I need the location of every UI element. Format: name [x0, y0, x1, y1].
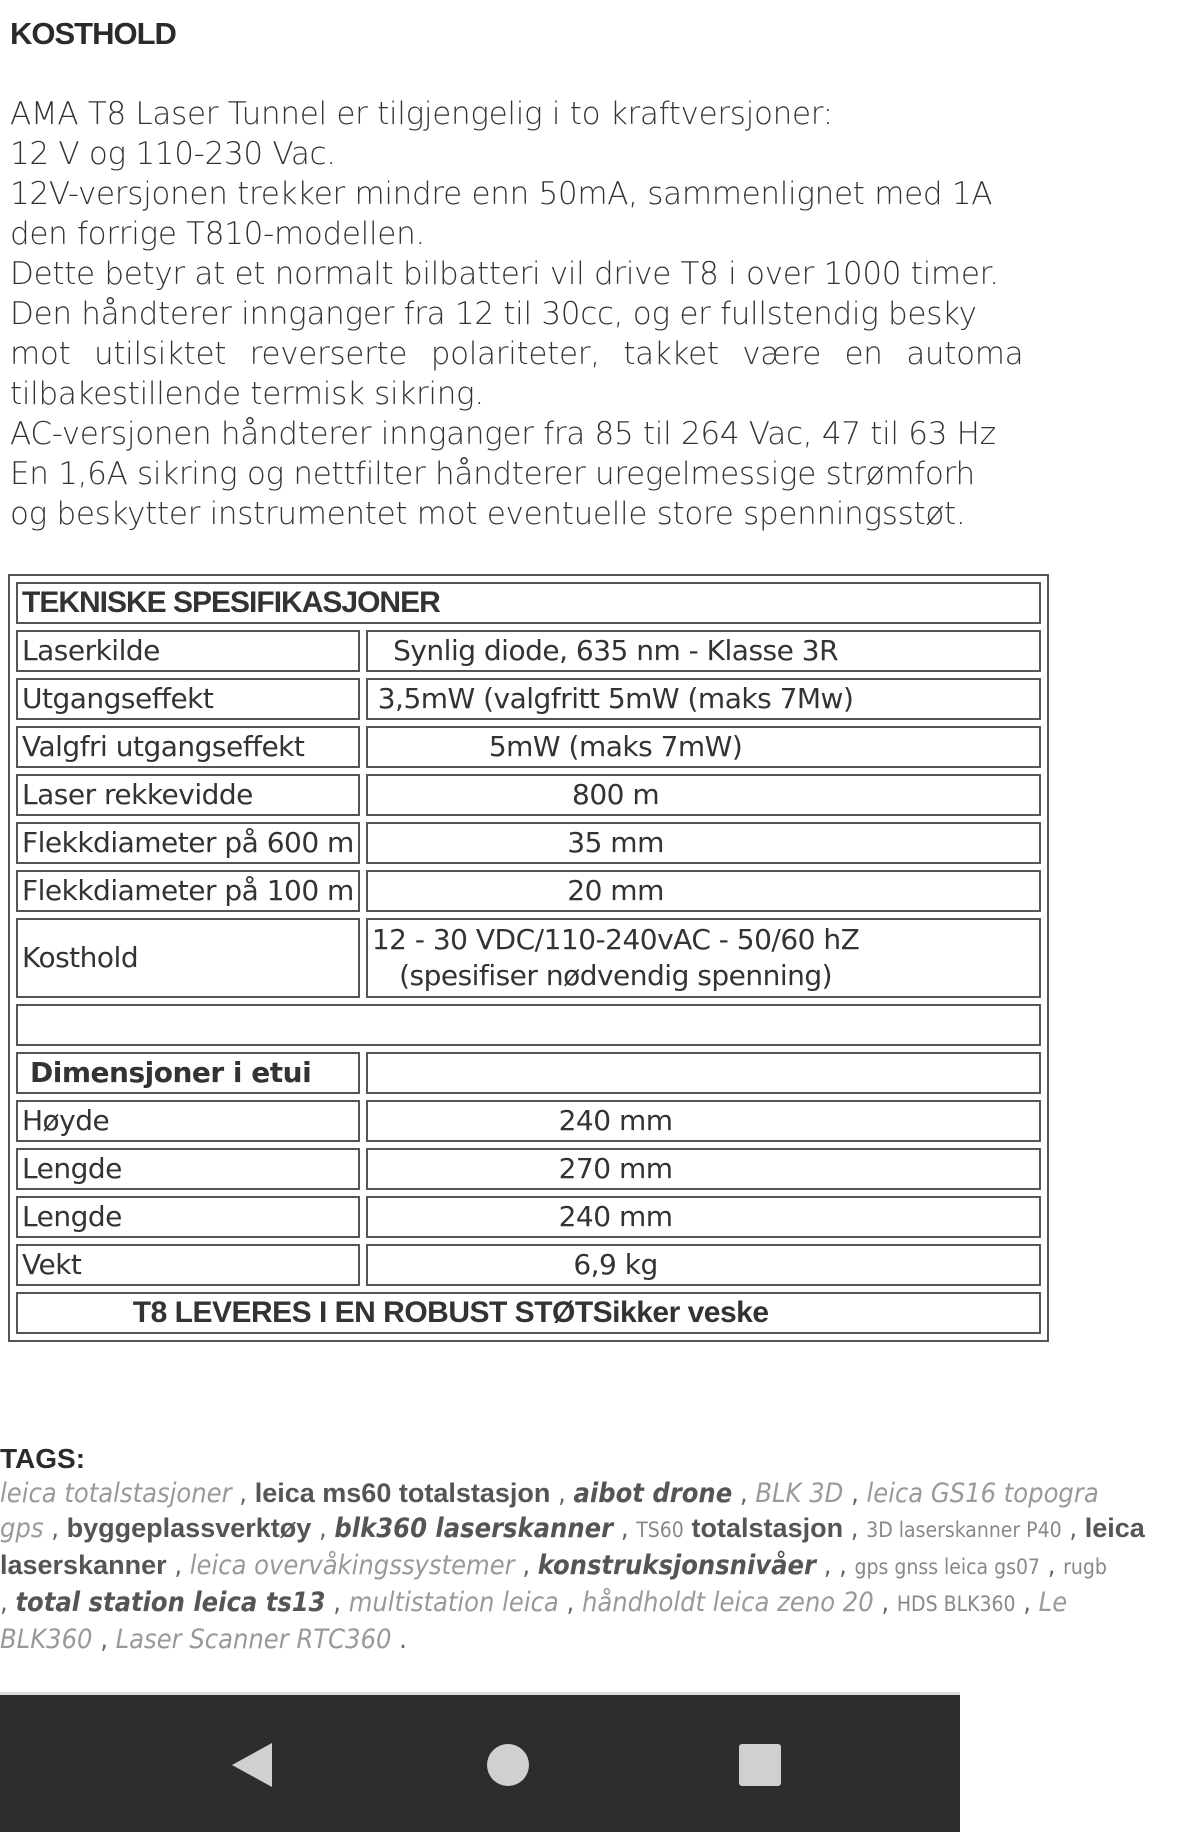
tag-link[interactable]: leica totalstasjoner — [0, 1478, 232, 1509]
tag-link[interactable]: total station leica ts13 — [15, 1587, 326, 1618]
intro-line: 12 V og 110-230 Vac. — [10, 136, 336, 172]
table-row — [16, 1100, 1041, 1142]
table-row — [16, 1148, 1041, 1190]
tag-link[interactable]: TS60 — [636, 1518, 684, 1542]
tags-title: TAGS: — [0, 1443, 86, 1474]
intro-line: AC-versjonen håndterer innganger fra 85 til 264 Vac, 47 til 63 Hz — [10, 416, 996, 452]
intro-line: mot utilsiktet reverserte polariteter, takket være en automa — [10, 336, 1024, 372]
home-circle-icon — [485, 1742, 531, 1788]
tag-list: leica totalstasjoner , leica ms60 totalstasjon , aibot drone , BLK 3D , leica GS16 topogra gps , byggeplassverktøy , blk360 laserskanner , TS60 totalstasjon , 3D laserskanner P40 , leica laserskanner , leica overvåkingssystemer , konstruksjonsnivåer , , gps gnss leica gs07 , rugb , total station leica ts13 , multistation leica , håndholdt leica zeno 20 , HDS BLK360 , Le BLK360 , Laser Scanner RTC360 . — [0, 1478, 1145, 1655]
table-row — [16, 1196, 1041, 1238]
tag-link[interactable]: aibot drone — [573, 1478, 733, 1509]
specs-table — [8, 574, 1049, 1342]
spec-value: 240 mm — [366, 1196, 1041, 1238]
spec-value: 240 mm — [366, 1100, 1041, 1142]
spec-value: 270 mm — [366, 1148, 1041, 1190]
dimensions-title: Dimensjoner i etui — [16, 1052, 360, 1094]
table-row — [16, 630, 1041, 672]
spec-key: Vekt — [16, 1244, 360, 1286]
nav-back-button[interactable] — [192, 1695, 312, 1835]
tag-link[interactable]: 3D laserskanner P40 — [866, 1518, 1062, 1542]
table-row — [16, 822, 1041, 864]
section-title: KOSTHOLD — [10, 16, 176, 51]
tag-link[interactable]: Laser Scanner RTC360 — [115, 1624, 392, 1655]
spec-key: Flekkdiameter på 100 m — [16, 870, 360, 912]
spec-value-line: 12 - 30 VDC/110-240vAC - 50/60 hZ — [371, 923, 860, 956]
tag-link[interactable]: BLK360 — [0, 1624, 93, 1655]
tag-link[interactable]: leica GS16 topogra — [866, 1478, 1099, 1509]
tag-link[interactable]: leica ms60 totalstasjon — [254, 1478, 551, 1508]
table-row — [16, 774, 1041, 816]
tag-link[interactable]: håndholdt leica zeno 20 — [581, 1587, 874, 1618]
spec-value: Synlig diode, 635 nm - Klasse 3R — [366, 630, 1041, 672]
nav-recents-button[interactable] — [700, 1695, 820, 1835]
spec-key: Lengde — [16, 1196, 360, 1238]
back-triangle-icon — [228, 1739, 276, 1791]
spec-key: Utgangseffekt — [16, 678, 360, 720]
tag-link[interactable]: konstruksjonsnivåer — [537, 1550, 816, 1581]
recents-square-icon — [738, 1743, 782, 1787]
spec-value: 35 mm — [366, 822, 1041, 864]
table-row — [16, 1244, 1041, 1286]
spec-key: Laserkilde — [16, 630, 360, 672]
intro-line: den forrige T810-modellen. — [10, 216, 425, 252]
tag-link[interactable]: leica — [1084, 1513, 1145, 1543]
specs-header-row — [16, 582, 1041, 624]
spec-key: Høyde — [16, 1100, 360, 1142]
tag-link[interactable]: Le — [1038, 1587, 1068, 1618]
spec-value-line: (spesifiser nødvendig spenning) — [399, 959, 833, 992]
intro-line: 12V-versjonen trekker mindre enn 50mA, sammenlignet med 1A — [10, 176, 993, 212]
tag-link[interactable]: rugb — [1063, 1555, 1107, 1579]
intro-line: En 1,6A sikring og nettfilter håndterer uregelmessige strømforh — [10, 456, 975, 492]
tag-link[interactable]: multistation leica — [348, 1587, 559, 1618]
table-row — [16, 678, 1041, 720]
table-row — [16, 918, 1041, 998]
tag-link[interactable]: blk360 laserskanner — [334, 1513, 614, 1544]
android-nav-bar — [0, 1692, 960, 1832]
intro-line: Den håndterer innganger fra 12 til 30cc, og er fullstendig besky — [10, 296, 977, 332]
spec-value: 20 mm — [366, 870, 1041, 912]
specs-footer-row — [16, 1292, 1041, 1334]
tag-link[interactable]: HDS BLK360 — [896, 1592, 1016, 1616]
spec-key: Lengde — [16, 1148, 360, 1190]
tag-link[interactable]: totalstasjon — [691, 1513, 844, 1543]
intro-text — [10, 94, 1110, 534]
empty-cell — [16, 1004, 1041, 1046]
table-row — [16, 726, 1041, 768]
tag-link[interactable]: gps gnss leica gs07 — [854, 1555, 1041, 1579]
spec-key: Laser rekkevidde — [16, 774, 360, 816]
tag-link[interactable]: byggeplassverktøy — [66, 1513, 312, 1543]
table-row — [16, 1052, 1041, 1094]
nav-home-button[interactable] — [448, 1695, 568, 1835]
tag-link[interactable]: laserskanner — [0, 1550, 167, 1580]
spec-value: 5mW (maks 7mW) — [366, 726, 1041, 768]
intro-line: AMA T8 Laser Tunnel er tilgjengelig i to kraftversjoner: — [10, 96, 833, 132]
intro-line: tilbakestillende termisk sikring. — [10, 376, 484, 412]
spec-key: Flekkdiameter på 600 m — [16, 822, 360, 864]
tag-link[interactable]: leica overvåkingssystemer — [189, 1550, 515, 1581]
empty-cell — [366, 1052, 1041, 1094]
spec-value — [366, 918, 1041, 998]
spec-key: Valgfri utgangseffekt — [16, 726, 360, 768]
tag-link[interactable]: BLK 3D — [755, 1478, 844, 1509]
spec-value: 6,9 kg — [366, 1244, 1041, 1286]
table-row — [16, 870, 1041, 912]
spec-value: 3,5mW (valgfritt 5mW (maks 7Mw) — [366, 678, 1041, 720]
tag-link[interactable]: gps — [0, 1513, 44, 1544]
spec-value: 800 m — [366, 774, 1041, 816]
specs-title: TEKNISKE SPESIFIKASJONER — [16, 582, 1041, 624]
intro-line: Dette betyr at et normalt bilbatteri vil drive T8 i over 1000 timer. — [10, 256, 999, 292]
table-row-spacer — [16, 1004, 1041, 1046]
intro-line: og beskytter instrumentet mot eventuelle store spenningsstøt. — [10, 496, 966, 532]
spec-key: Kosthold — [16, 918, 360, 998]
specs-footer: T8 LEVERES I EN ROBUST STØTSikker veske — [16, 1292, 1041, 1334]
